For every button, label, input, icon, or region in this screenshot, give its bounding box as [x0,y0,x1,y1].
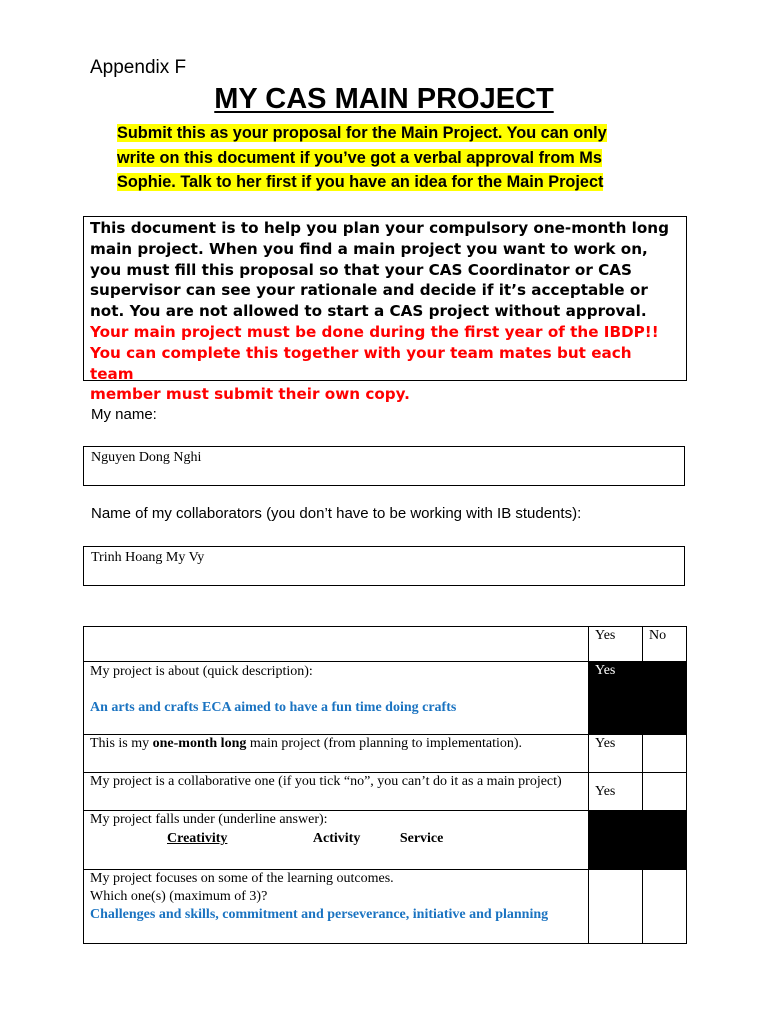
header-blank-cell [84,627,589,662]
collaborative-yes-cell[interactable]: Yes [589,773,643,811]
collaborative-no-cell[interactable] [643,773,687,811]
page-title: MY CAS MAIN PROJECT [214,83,554,115]
intro-line-1: This document is to help you plan your compulsory one-month long [90,219,669,237]
intro-line-5: not. You are not allowed to start a CAS project without approval. [90,302,647,321]
duration-text-bold: one-month long [152,736,247,751]
table-row [84,662,687,735]
table-row [84,811,687,870]
table-row [84,870,687,944]
name-field[interactable] [83,446,685,486]
outcomes-question-2: Which one(s) (maximum of 3)? [90,889,268,904]
duration-text-post: main project (from planning to implementation). [246,736,523,751]
intro-warning-2: You can complete this together with your team mates but each team [90,343,632,383]
question-text: My project is about (quick description): [90,664,313,679]
intro-line-4: supervisor can see your rationale and decide if it’s acceptable or [90,281,648,300]
name-value: Nguyen Dong Nghi [91,450,202,465]
table-header-row [84,627,687,662]
outcomes-question-1: My project focuses on some of the learning outcomes. [90,871,394,886]
description-no-cell [643,662,687,735]
project-checklist-table [83,626,687,944]
table-row [84,735,687,773]
collaborators-field[interactable] [83,546,685,586]
name-label: My name: [91,406,157,423]
duration-yes-cell[interactable]: Yes [589,735,643,773]
duration-text-pre: This is my [90,736,153,751]
notice-line-1: Submit this as your proposal for the Main Project. You can only [117,124,607,142]
header-yes: Yes [589,627,643,662]
row-collaborative-question: My project is a collaborative one (if you tick “no”, you can’t do it as a main project) [84,773,589,811]
appendix-label: Appendix F [90,57,187,78]
row-strand-question [84,811,589,870]
strand-yes-cell [589,811,643,870]
strand-no-cell [643,811,687,870]
collaborators-label: Name of my collaborators (you don’t have to be working with IB students): [91,505,582,522]
outcomes-yes-cell[interactable] [589,870,643,944]
description-answer: An arts and crafts ECA aimed to have a fun time doing crafts [90,700,457,715]
table-row [84,773,687,811]
strand-options [90,830,582,848]
intro-warning-3: member must submit their own copy. [90,385,410,404]
intro-line-3: you must fill this proposal so that your CAS Coordinator or CAS [90,260,632,279]
row-description-question [84,662,589,735]
notice-line-2: write on this document if you’ve got a verbal approval from Ms [117,148,602,167]
activity-option[interactable]: Activity [312,831,361,846]
notice-line-3: Sophie. Talk to her first if you have an idea for the Main Project [117,173,604,191]
service-option[interactable]: Service [399,831,444,846]
intro-line-2: main project. When you find a main project you want to work on, [90,239,648,258]
strand-question-text: My project falls under (underline answer): [90,812,328,827]
collaborators-value: Trinh Hoang My Vy [91,550,205,565]
intro-box [83,216,687,404]
creativity-option[interactable]: Creativity [167,831,228,846]
outcomes-answer: Challenges and skills, commitment and perseverance, initiative and planning [90,907,549,922]
outcomes-no-cell[interactable] [643,870,687,944]
description-yes-cell[interactable]: Yes [589,662,643,735]
duration-no-cell[interactable] [643,735,687,773]
intro-warning-1: Your main project must be done during the first year of the IBDP!! [90,322,659,341]
approval-notice [117,121,677,195]
header-no: No [643,627,687,662]
row-duration-question [84,735,589,773]
row-outcomes-question [84,870,589,944]
